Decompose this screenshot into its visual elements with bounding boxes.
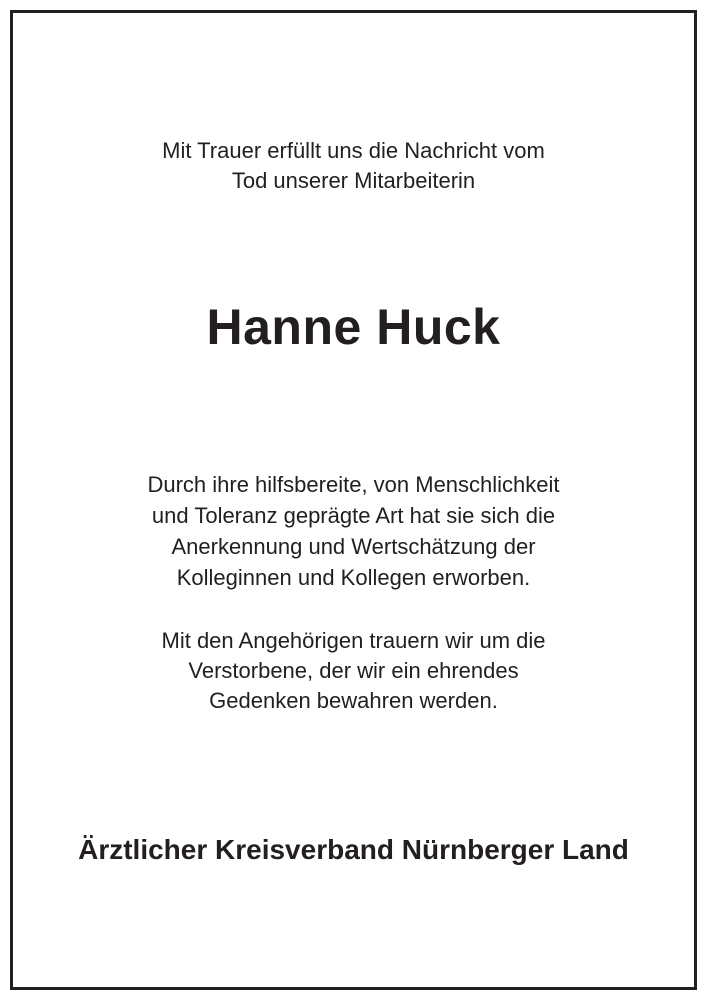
- tribute-line: Anerkennung und Wertschätzung der: [171, 534, 536, 559]
- condolence-line: Mit den Angehörigen trauern wir um die: [161, 628, 546, 653]
- tribute-line: und Toleranz geprägte Art hat sie sich die: [151, 503, 556, 528]
- organization-signature: Ärztlicher Kreisverband Nürnberger Land: [78, 834, 629, 865]
- tribute-paragraph: [13, 469, 694, 593]
- intro-line: Tod unserer Mitarbeiterin: [231, 168, 476, 193]
- tribute-line: Durch ihre hilfsbereite, von Menschlichkeit: [147, 472, 560, 497]
- condolence-line: Gedenken bewahren werden.: [209, 688, 498, 713]
- deceased-name: Hanne Huck: [206, 299, 501, 355]
- tribute-line: Kolleginnen und Kollegen erworben.: [176, 565, 531, 590]
- condolence-line: Verstorbene, der wir ein ehrendes: [188, 658, 519, 683]
- condolence-paragraph: [13, 626, 694, 716]
- intro-line: Mit Trauer erfüllt uns die Nachricht vom: [162, 138, 545, 163]
- intro-text: [13, 136, 694, 196]
